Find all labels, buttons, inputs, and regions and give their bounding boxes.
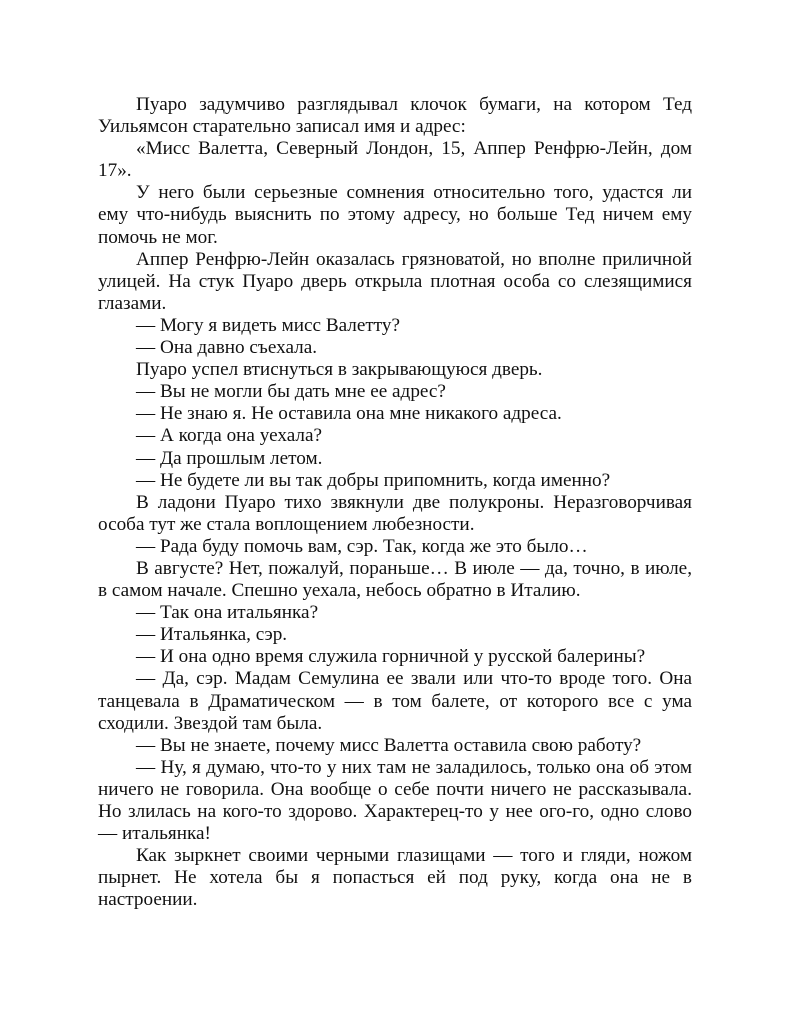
- dialogue-line: — Рада буду помочь вам, сэр. Так, когда же это было…: [136, 535, 588, 557]
- document-body: [98, 94, 692, 911]
- paragraph: В ладони Пуаро тихо звякнули две полукроны. Неразговорчивая особа тут же стала воплощением любезности.: [98, 491, 692, 535]
- dialogue-line: — И она одно время служила горничной у русской балерины?: [136, 646, 646, 668]
- paragraph: Аппер Ренфрю-Лейн оказалась грязноватой, но вполне приличной улицей. На стук Пуаро дверь открыла плотная особа со слезящимися глазами.: [98, 248, 692, 314]
- dialogue-line: — Не будете ли вы так добры припомнить, когда именно?: [136, 469, 611, 491]
- dialogue-line: — Да, сэр. Мадам Семулина ее звали или что-то вроде того. Она танцевала в Драматическом — в том балете, от которого все с ума сходили. Звездой там была.: [98, 668, 692, 734]
- dialogue-line: — Да прошлым летом.: [136, 447, 323, 469]
- paragraph: Пуаро задумчиво разглядывал клочок бумаги, на котором Тед Уильямсон старательно записал имя и адрес:: [98, 94, 692, 138]
- paragraph: Пуаро успел втиснуться в закрывающуюся дверь.: [136, 359, 543, 381]
- dialogue-line: — А когда она уехала?: [136, 425, 322, 447]
- dialogue-line: — Вы не знаете, почему мисс Валетта оставила свою работу?: [136, 734, 642, 756]
- paragraph: «Мисс Валетта, Северный Лондон, 15, Аппер Ренфрю-Лейн, дом 17».: [98, 138, 692, 182]
- dialogue-line: — Могу я видеть мисс Валетту?: [136, 314, 401, 336]
- dialogue-line: — Итальянка, сэр.: [136, 624, 288, 646]
- dialogue-line: — Так она итальянка?: [136, 602, 319, 624]
- dialogue-line: — Она давно съехала.: [136, 337, 318, 359]
- dialogue-line: — Ну, я думаю, что-то у них там не заладилось, только она об этом ничего не говорила. Она вообще о себе почти ничего не рассказывала. Но злилась на кого-то здорово. Характерец-то у нее ого-го, одно слово — итальянка!: [98, 756, 692, 845]
- paragraph: У него были серьезные сомнения относительно того, удастся ли ему что-нибудь выяснить по этому адресу, но больше Тед ничем ему помочь не мог.: [98, 182, 692, 248]
- paragraph: В августе? Нет, пожалуй, пораньше… В июле — да, точно, в июле, в самом начале. Спешно уехала, небось обратно в Италию.: [98, 557, 692, 602]
- paragraph: Как зыркнет своими черными глазищами — того и гляди, ножом пырнет. Не хотела бы я попасться ей под руку, когда она не в настроении.: [98, 845, 692, 911]
- dialogue-line: — Не знаю я. Не оставила она мне никакого адреса.: [136, 403, 562, 425]
- dialogue-line: — Вы не могли бы дать мне ее адрес?: [136, 381, 446, 403]
